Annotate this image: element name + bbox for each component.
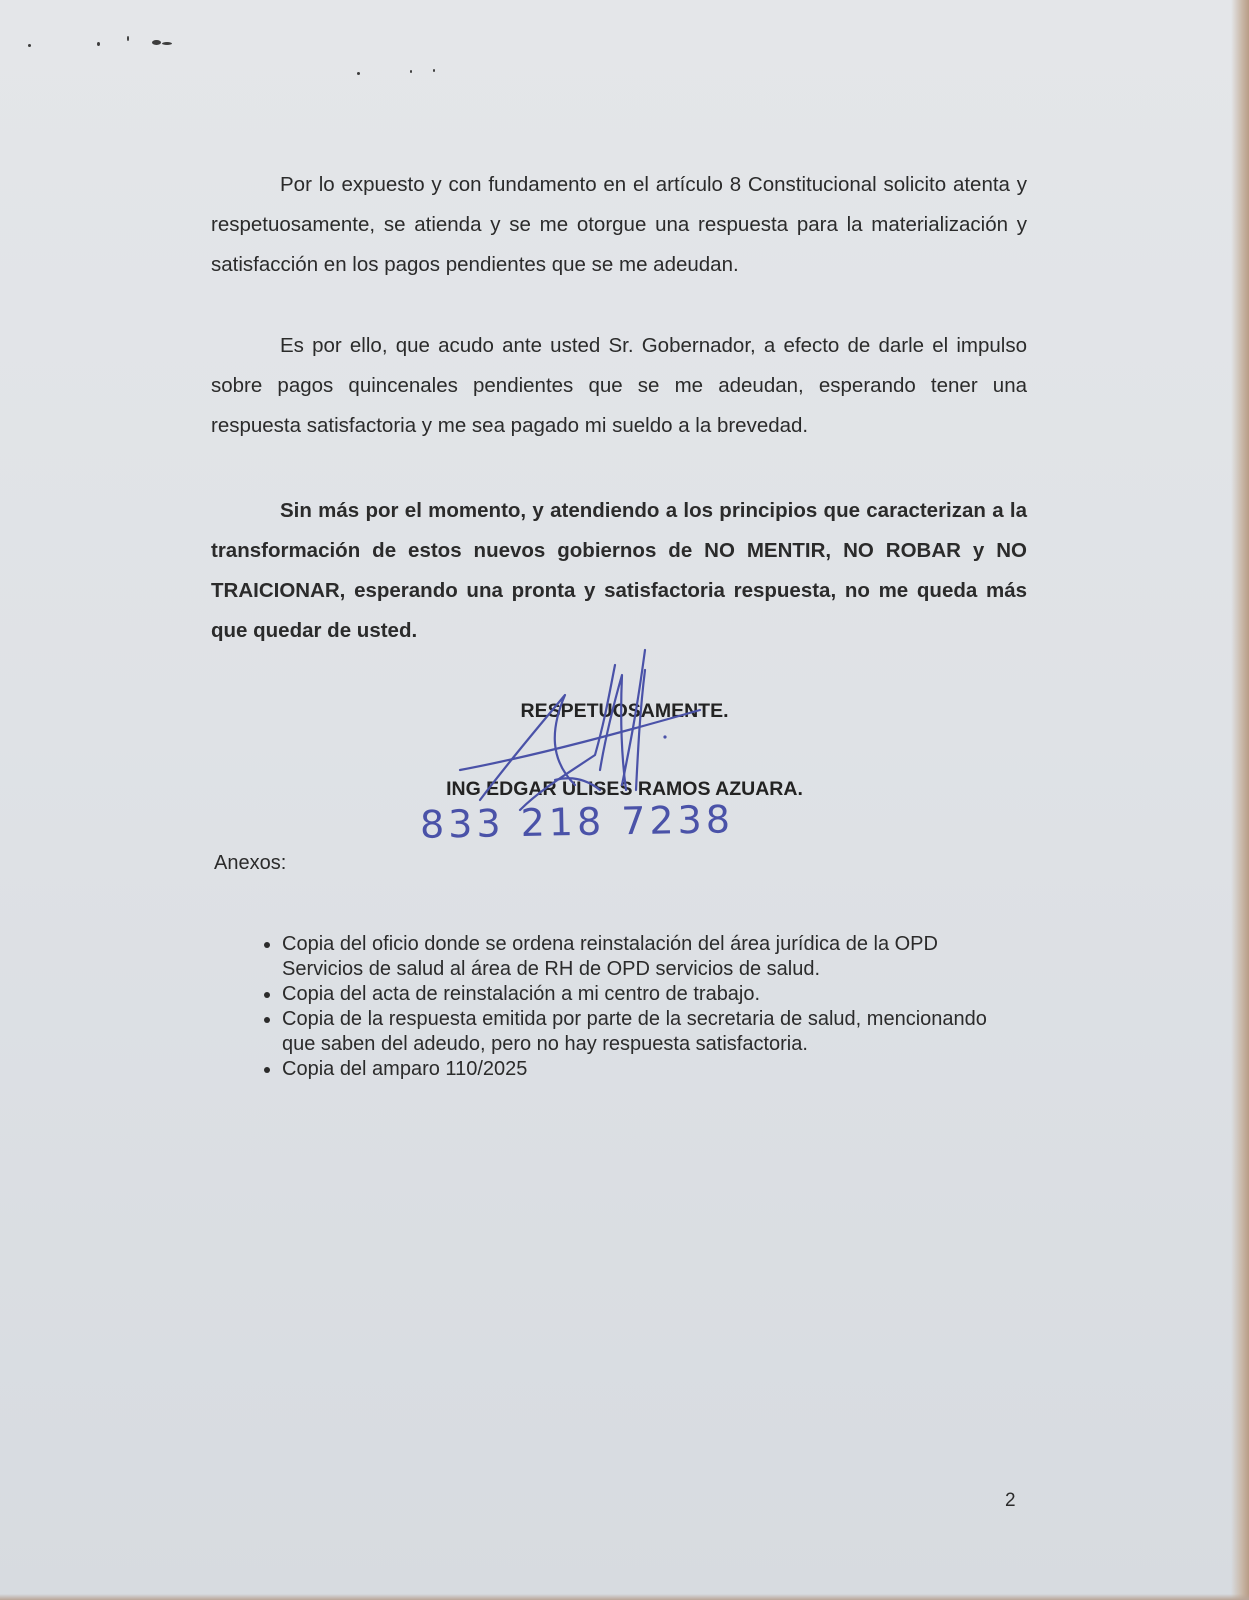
scan-speck xyxy=(433,69,435,72)
anexos-heading: Anexos: xyxy=(214,852,287,874)
scan-speck xyxy=(127,36,129,41)
paragraph-closing-remarks: Sin más por el momento, y atendiendo a los principios que caracterizan a la transformación de estos nuevos gobiernos de NO MENTIR, NO ROBAR y NO TRAICIONAR, esperando una pronta y satisfactoria respuesta, no me queda más que quedar de usted. xyxy=(211,499,1027,642)
list-item: • Copia de la respuesta emitida por parte de la secretaria de salud, mencionando que saben del adeudo, pero no hay respuesta satisfactoria. xyxy=(282,1007,1022,1057)
page-bottom-edge xyxy=(0,1594,1249,1600)
paragraph-request: Es por ello, que acudo ante usted Sr. Gobernador, a efecto de darle el impulso sobre pagos quincenales pendientes que se me adeudan, esperando tener una respuesta satisfactoria y me sea pagado mi sueldo a la brevedad. xyxy=(211,334,1027,437)
scan-speck xyxy=(152,40,161,45)
list-item: • Copia del acta de reinstalación a mi centro de trabajo. xyxy=(282,982,1022,1007)
scan-speck xyxy=(162,42,172,45)
scan-speck xyxy=(97,42,100,46)
scan-speck xyxy=(357,72,360,75)
scan-speck xyxy=(410,70,412,73)
paragraph-petition: Por lo expuesto y con fundamento en el artículo 8 Constitucional solicito atenta y respetuosamente, se atienda y se me otorgue una respuesta para la materialización y satisfacción en los pagos pendientes que se me adeudan. xyxy=(211,173,1027,276)
scan-speck xyxy=(28,44,31,47)
page-number: 2 xyxy=(1005,1490,1016,1511)
list-item: • Copia del amparo 110/2025 xyxy=(282,1057,1022,1082)
list-item: • Copia del oficio donde se ordena reinstalación del área jurídica de la OPD Servicios de salud al área de RH de OPD servicios de salud. xyxy=(282,932,1022,982)
signer-name: ING EDGAR ULISES RAMOS AZUARA. xyxy=(446,778,803,800)
closing-salutation: RESPETUOSAMENTE. xyxy=(520,700,729,722)
handwritten-phone-number: 833 218 7238 xyxy=(419,797,735,847)
anexos-list xyxy=(240,932,1022,1082)
